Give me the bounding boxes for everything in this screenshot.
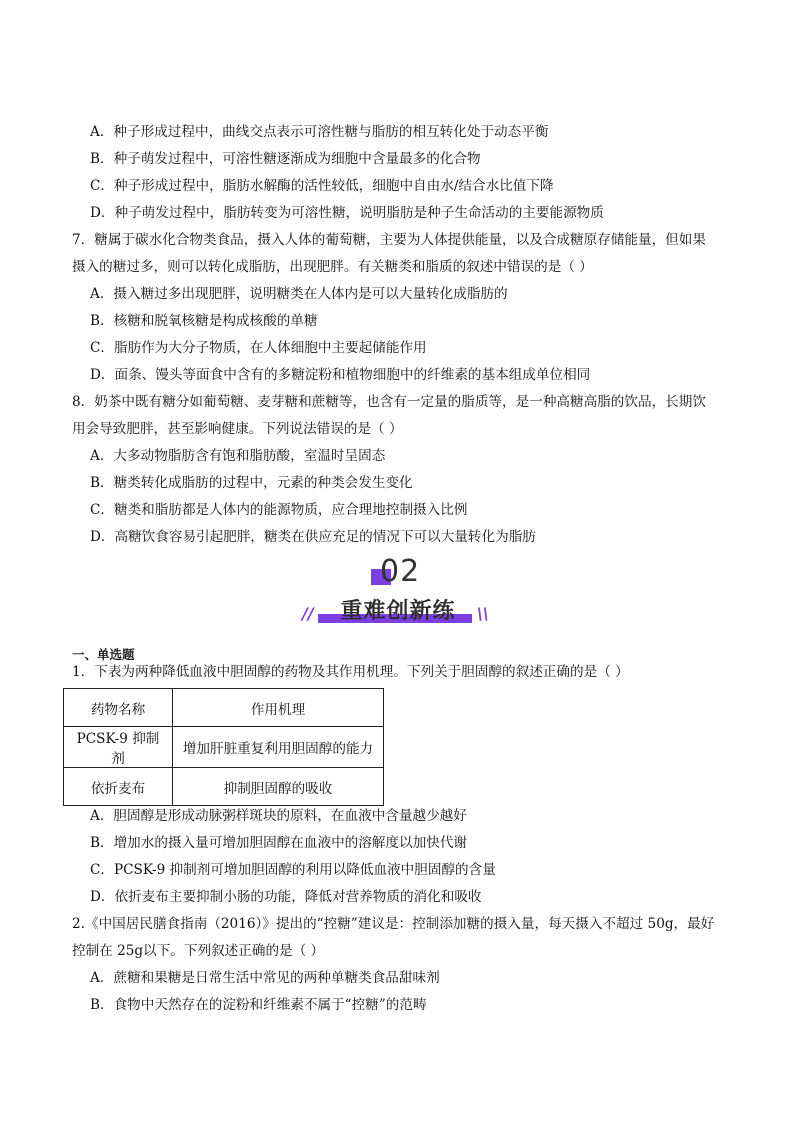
s1-option-c: C．PCSK-9 抑制剂可增加胆固醇的利用以降低血液中胆固醇的含量 [90, 862, 496, 878]
q6-option-d: D．种子萌发过程中，脂肪转变为可溶性糖，说明脂肪是种子生命活动的主要能源物质 [90, 205, 604, 221]
section-banner [300, 552, 494, 630]
table-cell: PCSK-9 抑制剂 [64, 727, 173, 768]
q7-stem-line1: 7．糖属于碳水化合物类食品，摄入人体的葡萄糖，主要为人体提供能量，以及合成糖原存储能量，但如果 [72, 232, 706, 248]
q8-stem-line1: 8．奶茶中既有糖分如葡萄糖、麦芽糖和蔗糖等，也含有一定量的脂质等，是一种高糖高脂的饮品，长期饮 [72, 394, 706, 410]
q6-option-b: B．种子萌发过程中，可溶性糖逐渐成为细胞中含量最多的化合物 [90, 151, 481, 167]
q8-option-c: C．糖类和脂肪都是人体内的能源物质，应合理地控制摄入比例 [90, 502, 468, 518]
table-cell: 抑制胆固醇的吸收 [173, 768, 384, 806]
banner-number: 02 [380, 554, 421, 589]
q8-option-a: A．大多动物脂肪含有饱和脂肪酸，室温时呈固态 [90, 448, 386, 464]
table-row [64, 768, 384, 806]
q7-stem-line2: 摄入的糖过多，则可以转化成脂肪，出现肥胖。有关糖类和脂质的叙述中错误的是（ ） [72, 259, 593, 275]
drug-table [63, 688, 384, 806]
banner-title: 重难创新练 [340, 599, 456, 624]
banner-slash-left: // [302, 604, 314, 623]
section-heading: 一、单选题 [72, 647, 135, 662]
s1-stem: 1．下表为两种降低血液中胆固醇的药物及其作用机理。下列关于胆固醇的叙述正确的是（ ） [72, 664, 629, 680]
s1-option-d: D．依折麦布主要抑制小肠的功能，降低对营养物质的消化和吸收 [90, 889, 482, 905]
q7-option-b: B．核糖和脱氧核糖是构成核酸的单糖 [90, 313, 318, 329]
table-cell: 增加肝脏重复利用胆固醇的能力 [173, 727, 384, 768]
q6-option-c: C．种子形成过程中，脂肪水解酶的活性较低，细胞中自由水/结合水比值下降 [90, 178, 554, 194]
table-header-row [64, 689, 384, 727]
s2-option-b: B．食物中天然存在的淀粉和纤维素不属于“控糖”的范畴 [90, 997, 427, 1013]
q7-option-a: A．摄入糖过多出现肥胖，说明糖类在人体内是可以大量转化成脂肪的 [90, 286, 508, 302]
table-cell: 依折麦布 [64, 768, 173, 806]
banner-slash-right: \\ [477, 604, 489, 623]
s2-stem-line2: 控制在 25g以下。下列叙述正确的是（ ） [72, 943, 325, 959]
q7-option-c: C．脂肪作为大分子物质，在人体细胞中主要起储能作用 [90, 340, 427, 356]
q8-stem-line2: 用会导致肥胖，甚至影响健康。下列说法错误的是（ ） [72, 421, 403, 437]
table-header-cell: 药物名称 [64, 689, 173, 727]
s2-option-a: A．蔗糖和果糖是日常生活中常见的两种单糖类食品甜味剂 [90, 970, 440, 986]
q8-option-d: D．高糖饮食容易引起肥胖，糖类在供应充足的情况下可以大量转化为脂肪 [90, 529, 536, 545]
q6-option-a: A．种子形成过程中，曲线交点表示可溶性糖与脂肪的相互转化处于动态平衡 [90, 124, 549, 140]
table-row [64, 727, 384, 768]
s1-option-a: A．胆固醇是形成动脉粥样斑块的原料，在血液中含量越少越好 [90, 808, 467, 824]
s1-option-b: B．增加水的摄入量可增加胆固醇在血液中的溶解度以加快代谢 [90, 835, 468, 851]
table-header-cell: 作用机理 [173, 689, 384, 727]
s2-stem-line1: 2.《中国居民膳食指南（2016）》提出的“控糖”建议是：控制添加糖的摄入量，每天摄入不超过 50g，最好 [72, 916, 715, 932]
q8-option-b: B．糖类转化成脂肪的过程中，元素的种类会发生变化 [90, 475, 413, 491]
q7-option-d: D．面条、馒头等面食中含有的多糖淀粉和植物细胞中的纤维素的基本组成单位相同 [90, 367, 591, 383]
